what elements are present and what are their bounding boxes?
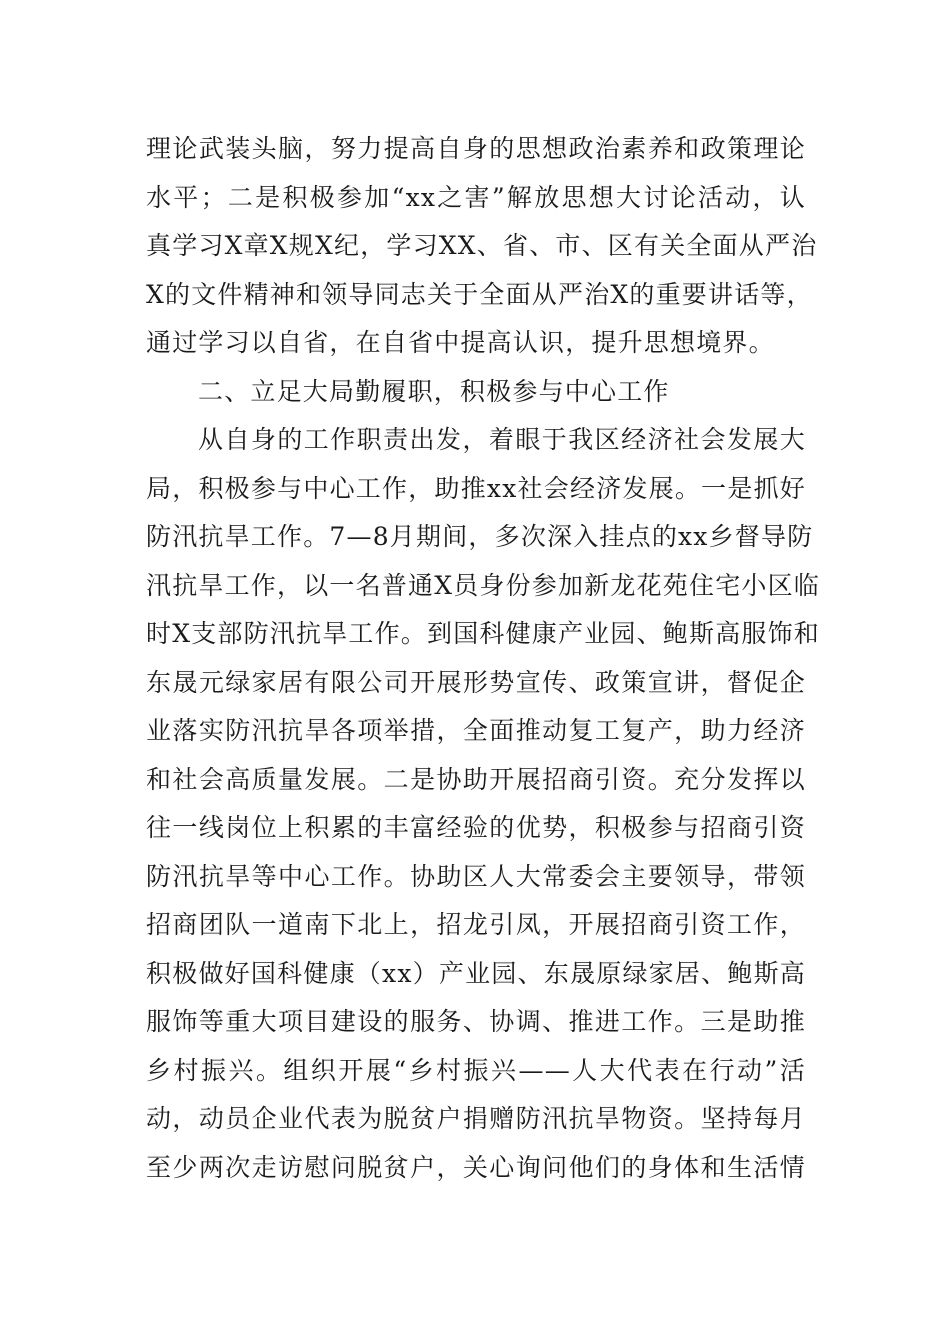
text-line: 动，动员企业代表为脱贫户捐赠防汛抗旱物资。坚持每月 xyxy=(146,1104,806,1133)
text-line: 乡村振兴。组织开展“乡村振兴——人大代表在行动”活 xyxy=(146,1055,806,1085)
text-line: 汛抗旱工作，以一名普通X员身份参加新龙花苑住宅小区临 xyxy=(146,570,821,600)
text-line: 积极做好国科健康（xx）产业园、东晟原绿家居、鲍斯高 xyxy=(146,958,806,988)
text-line: 东晟元绿家居有限公司开展形势宣传、政策宣讲，督促企 xyxy=(146,667,806,697)
text-line: X的文件精神和领导同志关于全面从严治X的重要讲话等， xyxy=(146,279,813,309)
text-line: 招商团队一道南下北上，招龙引凤，开展招商引资工作， xyxy=(146,910,806,939)
text-line: 防汛抗旱工作。7—8月期间，多次深入挂点的xx乡督导防 xyxy=(146,522,814,551)
text-line: 水平；二是积极参加“xx之害”解放思想大讨论活动，认 xyxy=(146,182,806,212)
text-line: 时X支部防汛抗旱工作。到国科健康产业园、鲍斯高服饰和 xyxy=(146,619,821,648)
text-line: 局，积极参与中心工作，助推xx社会经济发展。一是抓好 xyxy=(146,473,806,503)
text-line: 从自身的工作职责出发，着眼于我区经济社会发展大 xyxy=(198,425,806,454)
body-text xyxy=(146,125,821,1192)
text-line: 防汛抗旱等中心工作。协助区人大常委会主要领导，带领 xyxy=(146,861,806,891)
text-line: 和社会高质量发展。二是协助开展招商引资。充分发挥以 xyxy=(146,764,806,794)
section-heading: 二、立足大局勤履职，积极参与中心工作 xyxy=(198,376,670,406)
text-line: 至少两次走访慰问脱贫户，关心询问他们的身体和生活情 xyxy=(146,1152,806,1182)
text-line: 真学习X章X规X纪，学习XX、省、市、区有关全面从严治 xyxy=(146,231,818,260)
text-line: 业落实防汛抗旱各项举措，全面推动复工复产，助力经济 xyxy=(146,716,806,745)
text-line: 服饰等重大项目建设的服务、协调、推进工作。三是助推 xyxy=(146,1007,806,1036)
text-line: 往一线岗位上积累的丰富经验的优势，积极参与招商引资 xyxy=(146,813,806,842)
text-line: 理论武装头脑，努力提高自身的思想政治素养和政策理论 xyxy=(146,134,806,163)
text-line: 通过学习以自省，在自省中提高认识，提升思想境界。 xyxy=(146,328,775,357)
